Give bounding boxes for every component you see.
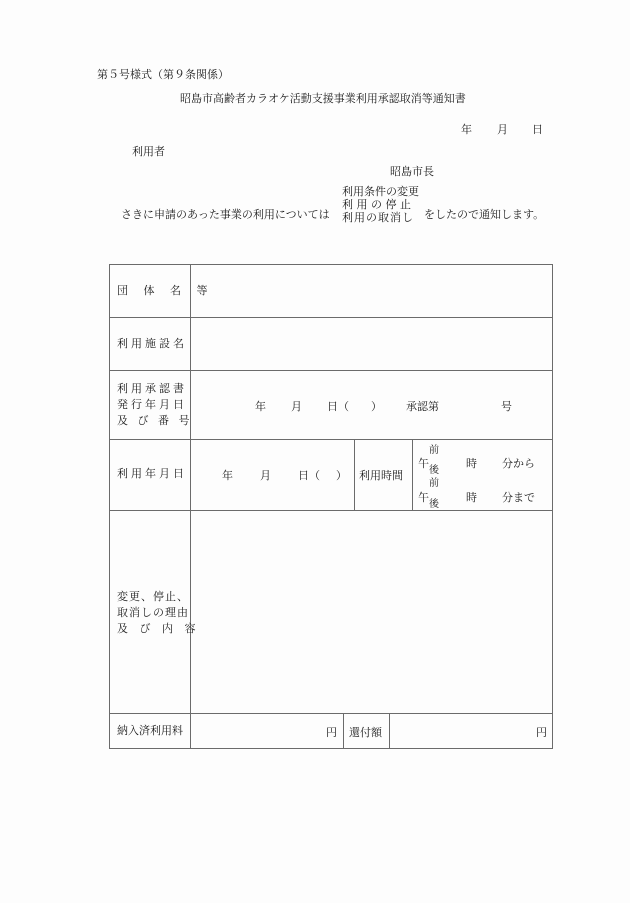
- date-year: 年: [461, 123, 472, 136]
- label-usage-time: 利用時間: [359, 469, 403, 482]
- refund-amount-unit: 円: [536, 726, 547, 739]
- date-day: 日: [532, 123, 543, 136]
- approval-year: 年: [255, 400, 266, 413]
- form-number: 第５号様式（第９条関係）: [97, 68, 229, 81]
- approval-month: 月: [291, 400, 302, 413]
- usage-weekday-close: ）: [336, 469, 347, 482]
- notice-prefix: さきに申請のあった事業の利用については: [121, 208, 330, 221]
- document-title: 昭島市高齢者カラオケ活動支援事業利用承認取消等通知書: [180, 92, 466, 105]
- approval-weekday-close: ）: [371, 400, 382, 413]
- label-approval-issue: 利用承認書 発行年月日 及 び 番 号: [117, 382, 193, 427]
- label-reason-details: 変更、停止、 取消しの理由 及 び 内 容: [117, 590, 200, 635]
- usage-day: 日（: [298, 469, 320, 482]
- reason-details-field[interactable]: [191, 511, 552, 713]
- approval-number-prefix: 承認第: [406, 400, 439, 413]
- label-refund-amount: 還付額: [349, 726, 382, 739]
- date-month: 月: [497, 123, 508, 136]
- usage-month: 月: [260, 469, 271, 482]
- sender: 昭島市長: [390, 165, 434, 178]
- notice-option-suspend: 利 用 の 停 止: [342, 198, 411, 211]
- notice-option-change: 利用条件の変更: [342, 185, 419, 198]
- label-paid-fee: 納入済利用料: [117, 724, 183, 737]
- approval-day: 日（: [327, 400, 349, 413]
- usage-year: 年: [222, 469, 233, 482]
- addressee: 利用者: [132, 145, 165, 158]
- label-organization-name: 団 体 名 等: [117, 284, 214, 297]
- organization-name-field[interactable]: [191, 265, 552, 317]
- notice-option-cancel: 利用の取消し: [342, 211, 414, 224]
- approval-number-suffix: 号: [501, 400, 512, 413]
- paid-fee-unit: 円: [326, 726, 337, 739]
- facility-name-field[interactable]: [191, 318, 552, 370]
- label-facility-name: 利用施設名: [117, 337, 187, 350]
- label-usage-date: 利用年月日: [117, 467, 187, 480]
- notice-suffix: をしたので通知します。: [424, 208, 545, 221]
